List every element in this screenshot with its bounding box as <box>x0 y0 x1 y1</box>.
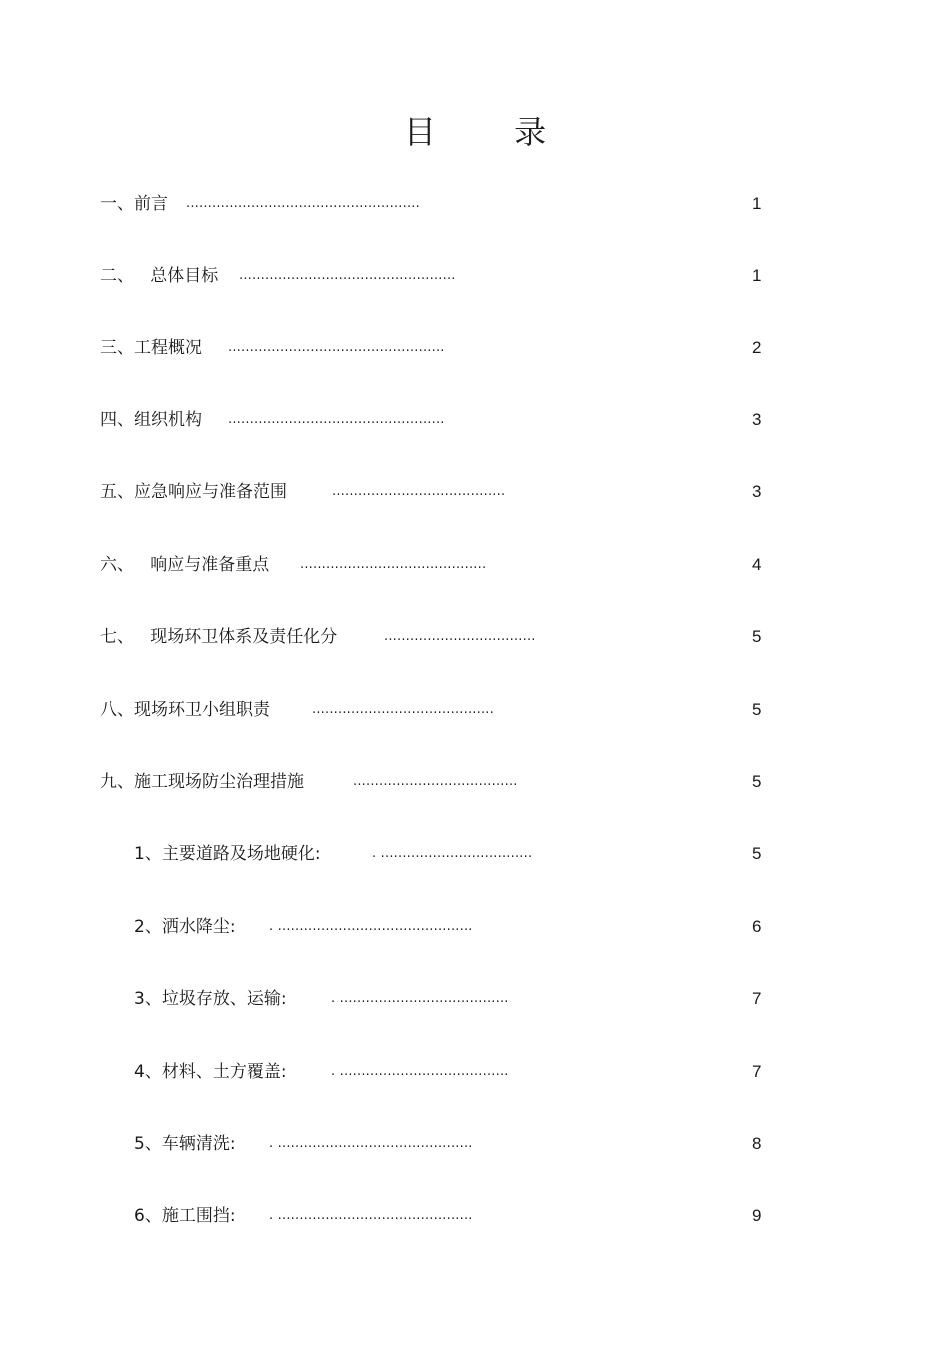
toc-entry[interactable] <box>0 191 950 217</box>
toc-entry-leader: .................................................. <box>228 412 445 427</box>
toc-entry-page: 5 <box>752 700 762 719</box>
toc-entry-page: 6 <box>752 917 762 936</box>
toc-entry[interactable] <box>0 407 950 433</box>
toc-entry-label: 一、前言 <box>100 194 168 214</box>
toc-entry-label: 六、 响应与准备重点 <box>100 555 270 575</box>
toc-entry[interactable] <box>0 986 950 1012</box>
toc-entry-page: 5 <box>752 627 762 646</box>
toc-entry-leader: . ............................................. <box>269 919 473 934</box>
toc-entry[interactable] <box>0 1059 950 1085</box>
toc-entry-page: 3 <box>752 482 762 501</box>
toc-entry-leader: . ................................... <box>372 846 533 861</box>
toc-entry-page: 7 <box>752 989 762 1008</box>
toc-entry-label: 八、现场环卫小组职责 <box>100 700 270 720</box>
toc-entry[interactable] <box>0 697 950 723</box>
toc-entry-leader: ................................... <box>384 629 536 644</box>
toc-entry-label: 1、主要道路及场地硬化: <box>134 844 321 864</box>
toc-entry-label: 四、组织机构 <box>100 410 202 430</box>
toc-entry-page: 5 <box>752 844 762 863</box>
toc-entry-page: 5 <box>752 772 762 791</box>
toc-entry-leader: .................................................. <box>228 340 445 355</box>
toc-entry-leader: .......................................... <box>312 702 494 717</box>
toc-entry-label: 五、应急响应与准备范围 <box>100 482 287 502</box>
toc-entry-page: 3 <box>752 410 762 429</box>
toc-entry-leader: ........................................ <box>332 484 506 499</box>
toc-entry-leader: . ............................................. <box>269 1208 473 1223</box>
toc-title: 目 录 <box>403 113 581 151</box>
toc-entry-leader: . ....................................... <box>331 991 509 1006</box>
toc-entry[interactable] <box>0 914 950 940</box>
toc-entry-label: 三、工程概况 <box>100 338 202 358</box>
toc-entry[interactable] <box>0 479 950 505</box>
toc-entry[interactable] <box>0 769 950 795</box>
toc-entry-leader: ...................................... <box>353 774 518 789</box>
toc-entry-leader: . ............................................. <box>269 1136 473 1151</box>
toc-entry-page: 2 <box>752 338 762 357</box>
toc-entry-label: 七、 现场环卫体系及责任化分 <box>100 627 338 647</box>
toc-entry[interactable] <box>0 263 950 289</box>
toc-entry-page: 1 <box>752 194 762 213</box>
toc-entry[interactable] <box>0 1131 950 1157</box>
toc-entry-label: 5、车辆清洗: <box>134 1134 236 1154</box>
toc-entry-leader: ...................................................... <box>186 196 420 211</box>
toc-entry-page: 8 <box>752 1134 762 1153</box>
toc-entry-page: 9 <box>752 1206 762 1225</box>
toc-entry-label: 2、洒水降尘: <box>134 917 236 937</box>
toc-entry[interactable] <box>0 624 950 650</box>
toc-entry[interactable] <box>0 1203 950 1229</box>
toc-entry[interactable] <box>0 335 950 361</box>
toc-entry-page: 4 <box>752 555 762 574</box>
toc-entry-label: 6、施工围挡: <box>134 1206 236 1226</box>
toc-entry-label: 4、材料、土方覆盖: <box>134 1062 287 1082</box>
toc-entry[interactable] <box>0 841 950 867</box>
toc-entry-page: 7 <box>752 1062 762 1081</box>
toc-entry-page: 1 <box>752 266 762 285</box>
toc-entry-leader: . ....................................... <box>331 1064 509 1079</box>
toc-entry-label: 3、垃圾存放、运输: <box>134 989 287 1009</box>
toc-entry-leader: .................................................. <box>239 268 456 283</box>
toc-entry-label: 二、 总体目标 <box>100 266 219 286</box>
toc-entry-label: 九、施工现场防尘治理措施 <box>100 772 304 792</box>
toc-entry[interactable] <box>0 552 950 578</box>
toc-entry-leader: ........................................... <box>300 557 487 572</box>
